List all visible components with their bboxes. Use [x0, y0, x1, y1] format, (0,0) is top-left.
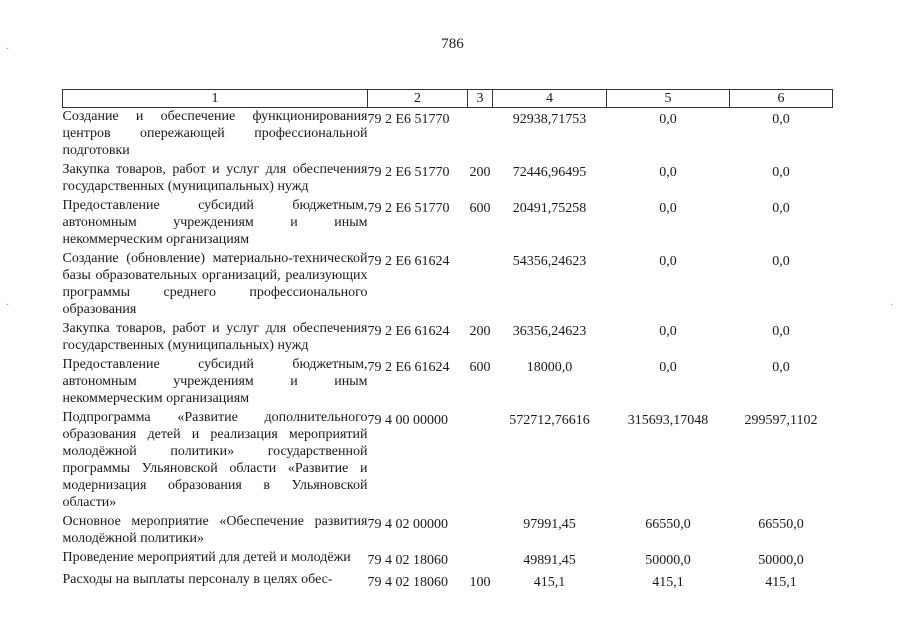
row-value-2-cell: 50000,0: [645, 553, 691, 568]
row-value-3-cell: 0,0: [772, 254, 790, 269]
row-code-cell: 79 4 02 00000: [367, 517, 448, 532]
row-name-cell: Основное мероприятие «Обеспечение развития молодёжной политики»: [62, 514, 368, 546]
table-row: [63, 549, 833, 571]
row-value-3-cell: 0,0: [772, 360, 790, 375]
scan-mark: ·: [6, 44, 10, 55]
row-vr-cell: 200: [469, 324, 491, 339]
row-value-3-cell: 0,0: [772, 324, 790, 339]
row-value-3-cell: 415,1: [765, 575, 797, 590]
table-row: [63, 320, 833, 356]
row-value-2-cell: 315693,17048: [627, 413, 709, 428]
row-value-2-cell: 0,0: [659, 201, 677, 216]
scan-mark: ·: [890, 300, 894, 311]
row-vr-cell: [468, 108, 493, 162]
table-row: [63, 250, 833, 320]
row-value-1-cell: 97991,45: [523, 517, 576, 532]
row-code-cell: 79 2 E6 61624: [367, 254, 450, 269]
row-name-cell: Предоставление субсидий бюджетным, автономным учреждениям и иным некоммерческим организациям: [62, 198, 368, 247]
row-name-cell: Подпрограмма «Развитие дополнительного образования детей и реализация мероприятий молодёжной политики» государственной программы Ульяновской области «Развитие и модернизация образования в Ульяновской области»: [62, 410, 368, 510]
table-row: [63, 161, 833, 197]
table-row: [63, 513, 833, 549]
row-value-2-cell: 66550,0: [645, 517, 691, 532]
row-code-cell: 79 2 E6 51770: [367, 201, 450, 216]
scan-mark: ·: [6, 300, 10, 311]
row-value-1-cell: 36356,24623: [512, 324, 587, 339]
table-row: [63, 197, 833, 250]
row-vr-cell: 600: [469, 360, 491, 375]
header-col-2: 2: [368, 90, 468, 108]
row-value-3-cell: 0,0: [772, 165, 790, 180]
row-value-2-cell: 0,0: [659, 324, 677, 339]
row-value-3-cell: 0,0: [772, 112, 790, 127]
row-value-2-cell: 0,0: [659, 165, 677, 180]
row-vr-cell: [468, 513, 493, 549]
row-name-cell: Закупка товаров, работ и услуг для обеспечения государственных (муниципальных) нужд: [62, 162, 368, 194]
row-value-3-cell: 0,0: [772, 201, 790, 216]
row-code-cell: 79 4 02 18060: [367, 553, 448, 568]
row-value-1-cell: 49891,45: [523, 553, 576, 568]
row-value-2-cell: 0,0: [659, 360, 677, 375]
budget-table: [62, 89, 833, 593]
row-value-3-cell: 50000,0: [758, 553, 804, 568]
header-col-6: 6: [730, 90, 833, 108]
row-vr-cell: [468, 250, 493, 320]
row-value-1-cell: 20491,75258: [512, 201, 587, 216]
table-row: [63, 409, 833, 513]
row-value-3-cell: 299597,1102: [744, 413, 818, 428]
page-number: 786: [441, 36, 464, 52]
row-code-cell: 79 2 E6 61624: [367, 324, 450, 339]
table-body: [63, 108, 833, 594]
row-name-cell: Закупка товаров, работ и услуг для обеспечения государственных (муниципальных) нужд: [62, 321, 368, 353]
row-value-1-cell: 92938,71753: [512, 112, 587, 127]
row-code-cell: 79 2 E6 61624: [367, 360, 450, 375]
row-vr-cell: 100: [469, 575, 491, 590]
row-code-cell: 79 2 E6 51770: [367, 165, 450, 180]
row-value-2-cell: 0,0: [659, 254, 677, 269]
row-value-1-cell: 415,1: [533, 575, 566, 590]
row-vr-cell: 600: [469, 201, 491, 216]
header-col-1: 1: [63, 90, 368, 108]
row-value-2-cell: 0,0: [659, 112, 677, 127]
row-value-2-cell: 415,1: [652, 575, 684, 590]
table-row: [63, 108, 833, 162]
row-value-1-cell: 572712,76616: [509, 413, 590, 428]
row-name-cell: Предоставление субсидий бюджетным, автономным учреждениям и иным некоммерческим организациям: [62, 357, 368, 406]
table-row: [63, 571, 833, 593]
row-code-cell: 79 4 02 18060: [367, 575, 448, 590]
table-header-row: [63, 90, 833, 108]
row-name-cell: Расходы на выплаты персоналу в целях обес-: [62, 572, 333, 587]
row-code-cell: 79 2 E6 51770: [367, 112, 450, 127]
row-name-cell: Создание и обеспечение функционирования центров опережающей профессиональной подготовки: [62, 109, 368, 158]
row-value-1-cell: 18000,0: [526, 360, 573, 375]
table-row: [63, 356, 833, 409]
header-col-5: 5: [607, 90, 730, 108]
row-value-1-cell: 72446,96495: [512, 165, 587, 180]
row-vr-cell: [468, 549, 493, 571]
row-value-3-cell: 66550,0: [758, 517, 804, 532]
row-value-1-cell: 54356,24623: [512, 254, 587, 269]
header-col-4: 4: [493, 90, 607, 108]
row-vr-cell: [468, 409, 493, 513]
header-col-3: 3: [468, 90, 493, 108]
row-name-cell: Проведение мероприятий для детей и молодёжи: [62, 550, 351, 565]
row-vr-cell: 200: [469, 165, 491, 180]
row-name-cell: Создание (обновление) материально-технической базы образовательных организаций, реализующих программы среднего профессионального образования: [62, 251, 368, 317]
row-code-cell: 79 4 00 00000: [367, 413, 448, 428]
